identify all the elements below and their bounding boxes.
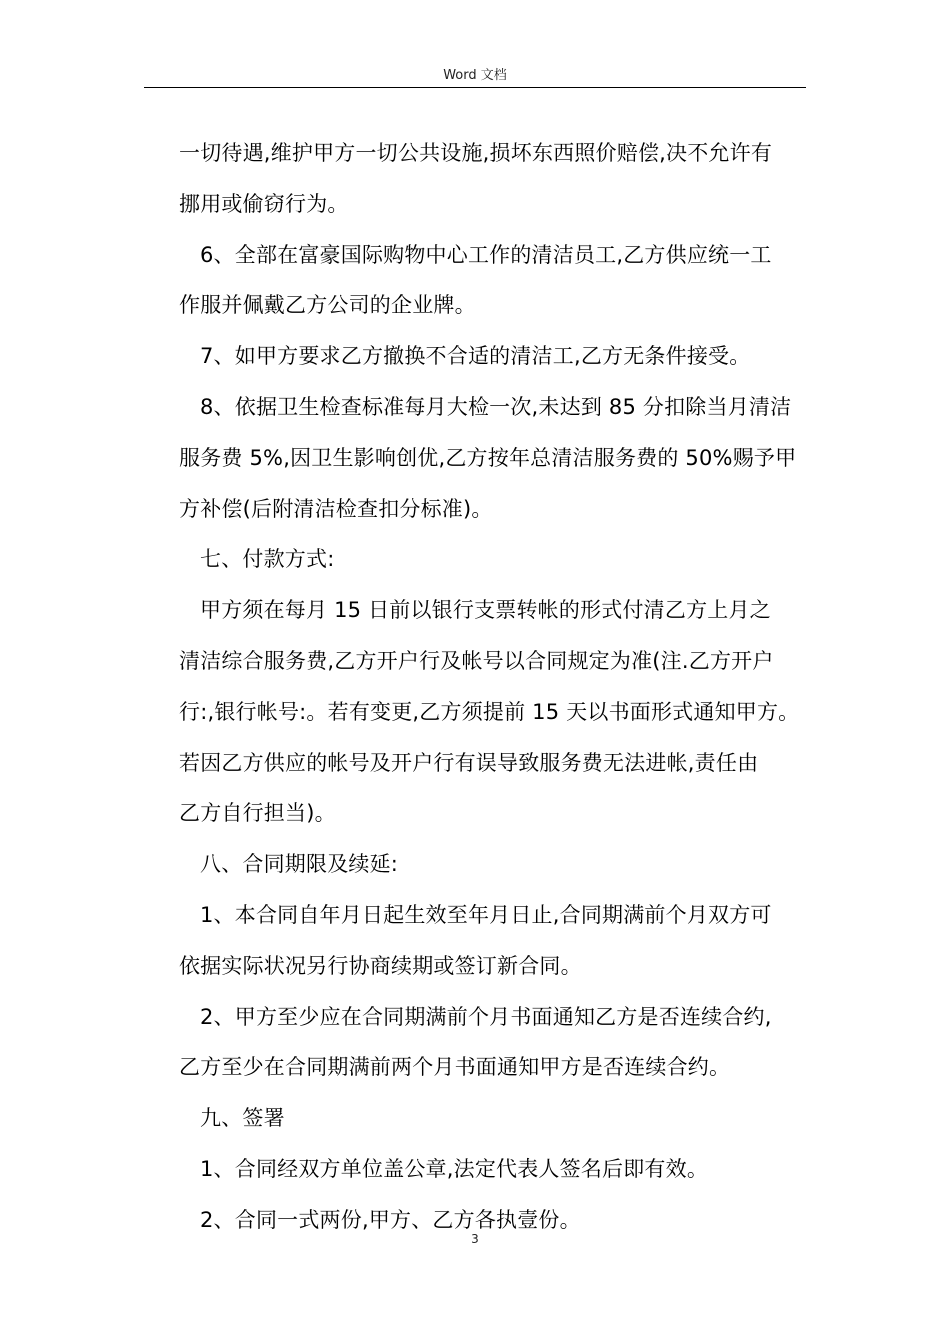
text-line: 依据实际状况另行协商续期或签订新合同。: [179, 953, 582, 978]
text-line: 行:,银行帐号:。若有变更,乙方须提前 15 天以书面形式通知甲方。: [179, 699, 800, 724]
section-heading: 九、签署: [200, 1106, 285, 1131]
document-body: [179, 128, 809, 1246]
text-line: 2、甲方至少应在合同期满前个月书面通知乙方是否连续合约,: [200, 1004, 772, 1029]
text-line: 一切待遇,维护甲方一切公共设施,损坏东西照价赔偿,决不允许有: [179, 141, 773, 165]
section-heading: 八、合同期限及续延:: [200, 852, 399, 877]
text-line: 乙方至少在合同期满前两个月书面通知甲方是否连续合约。: [179, 1055, 731, 1080]
text-line: 2、合同一式两份,甲方、乙方各执壹份。: [200, 1207, 581, 1232]
text-line: 1、合同经双方单位盖公章,法定代表人签名后即有效。: [200, 1156, 709, 1181]
text-line: 1、本合同自年月日起生效至年月日止,合同期满前个月双方可: [200, 902, 772, 927]
text-line: 清洁综合服务费,乙方开户行及帐号以合同规定为准(注.乙方开户: [179, 648, 774, 673]
text-line: 若因乙方供应的帐号及开户行有误导致服务费无法进帐,责任由: [179, 750, 759, 775]
text-line: 8、依据卫生检查标准每月大检一次,未达到 85 分扣除当月清洁: [200, 394, 792, 419]
text-line: 作服并佩戴乙方公司的企业牌。: [179, 293, 476, 318]
text-line: 乙方自行担当)。: [179, 801, 336, 826]
page-header: Word 文档: [443, 68, 507, 83]
text-line: 挪用或偷窃行为。: [179, 191, 349, 216]
header-divider: [144, 87, 806, 88]
page-number: 3: [471, 1232, 479, 1246]
text-line: 方补偿(后附清洁检查扣分标准)。: [179, 496, 493, 521]
section-heading: 七、付款方式:: [200, 547, 335, 572]
text-line: 7、如甲方要求乙方撤换不合适的清洁工,乙方无条件接受。: [200, 344, 751, 369]
text-line: 服务费 5%,因卫生影响创优,乙方按年总清洁服务费的 50%赐予甲: [179, 445, 797, 470]
text-line: 6、全部在富豪国际购物中心工作的清洁员工,乙方供应统一工: [200, 242, 772, 267]
text-line: 甲方须在每月 15 日前以银行支票转帐的形式付清乙方上月之: [200, 598, 771, 623]
